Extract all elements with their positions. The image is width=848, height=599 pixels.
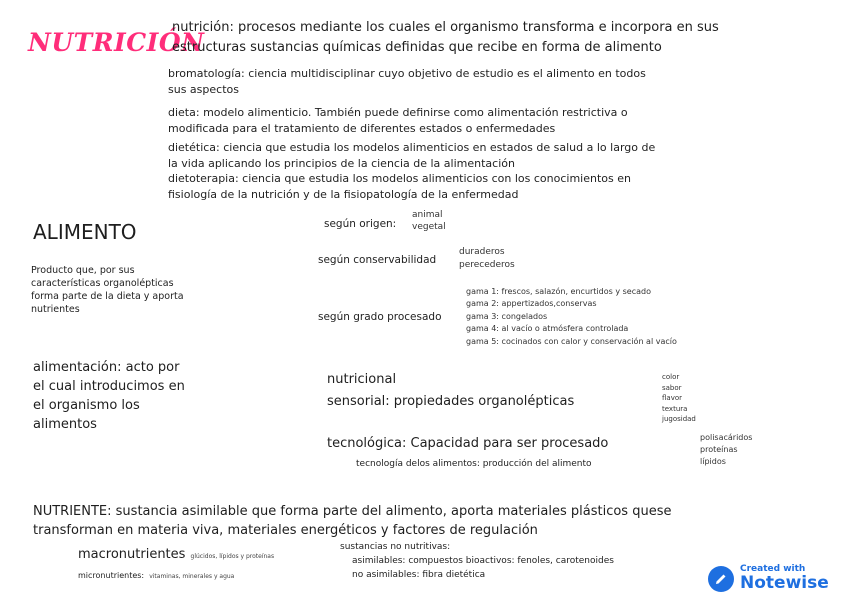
list-item: duraderos xyxy=(459,247,505,257)
list-item: vegetal xyxy=(412,222,446,232)
micro-items: vitaminas, minerales y agua xyxy=(149,573,235,580)
list-item: gama 4: al vacío o atmósfera controlada xyxy=(466,324,629,334)
pen-icon xyxy=(708,566,734,592)
page-title: NUTRICIÓN xyxy=(28,28,205,57)
list-item: gama 3: congelados xyxy=(466,311,548,321)
list-item: animal xyxy=(412,210,443,220)
list-item: gama 1: frescos, salazón, encurtidos y secado xyxy=(466,287,651,296)
definition-dieta: dieta: modelo alimenticio. También puede definirse como alimentación restrictiva o modificada para el tratamiento de diferentes estados o enfermedades xyxy=(168,106,628,135)
macro-items: glúcidos, lípidos y proteínas xyxy=(190,553,275,560)
no-asimilables: no asimilables: fibra dietética xyxy=(352,570,486,580)
definition-dietoterapia: dietoterapia: ciencia que estudia los modelos alimenticios con los conocimientos en fisiología de la nutrición y de la fisiopatología de la enfermedad xyxy=(168,172,631,201)
macro-label: macronutrientes xyxy=(78,547,186,562)
list-item: gama 2: appertizados,conservas xyxy=(466,299,597,309)
calidad-sensorial: sensorial: propiedades organolépticas xyxy=(327,394,575,409)
micro-label: micronutrientes: xyxy=(78,571,145,580)
alimentacion-definition: alimentación: acto por el cual introducimos en el organismo los alimentos xyxy=(33,360,185,432)
procesado-label: según grado procesado xyxy=(318,311,442,323)
list-item: gama 5: cocinados con calor y conservación al vacío xyxy=(466,336,677,346)
definition-nutricion: nutrición: procesos mediante los cuales el organismo transforma e incorpora en sus estructuras sustancias químicas definidas que recibe en forma de alimento xyxy=(172,20,719,55)
notewise-watermark xyxy=(708,564,829,593)
definition-dietetica: dietética: ciencia que estudia los modelos alimenticios en estados de salud a lo largo de la vida aplicando los principios de la ciencia de la alimentación xyxy=(168,141,656,170)
list-item: textura xyxy=(662,404,688,413)
list-item: jugosidad xyxy=(662,415,696,423)
list-item: proteínas xyxy=(700,445,738,454)
watermark-brand: Notewise xyxy=(740,573,829,593)
sensorial-list xyxy=(662,372,696,425)
tecnologica-list xyxy=(700,432,752,468)
alimento-heading: ALIMENTO xyxy=(33,220,137,244)
list-item: polisacáridos xyxy=(700,433,753,442)
alimento-definition: Producto que, por sus características organolépticas forma parte de la dieta y aporta nutrientes xyxy=(31,265,184,315)
list-item: color xyxy=(662,373,680,381)
definition-bromatologia: bromatología: ciencia multidisciplinar cuyo objetivo de estudio es el alimento en todos sus aspectos xyxy=(168,67,646,96)
procesado-list xyxy=(466,286,677,348)
macronutrientes xyxy=(78,543,274,562)
watermark-text xyxy=(740,564,829,593)
origen-label: según origen: xyxy=(324,218,397,230)
no-nutritivas-label: sustancias no nutritivas: xyxy=(340,542,451,552)
tecnologia-alimentos: tecnología delos alimentos: producción del alimento xyxy=(356,459,592,469)
list-item: lípidos xyxy=(700,457,726,466)
list-item: sabor xyxy=(662,383,682,392)
asimilables: asimilables: compuestos bioactivos: fenoles, carotenoides xyxy=(352,556,614,566)
list-item: flavor xyxy=(662,394,683,402)
micronutrientes xyxy=(78,563,234,582)
list-item: perecederos xyxy=(459,260,515,270)
conservabilidad-list xyxy=(459,246,515,272)
watermark-small: Created with xyxy=(740,564,806,574)
calidad-tecnologica: tecnológica: Capacidad para ser procesado xyxy=(327,436,609,451)
calidad-nutricional: nutricional xyxy=(327,372,397,387)
conservabilidad-label: según conservabilidad xyxy=(318,254,437,266)
origen-list xyxy=(412,209,446,233)
nutriente-definition: NUTRIENTE: sustancia asimilable que forma parte del alimento, aporta materiales plásticos quese transforman en materia viva, materiales energéticos y factores de regulación xyxy=(33,504,672,538)
